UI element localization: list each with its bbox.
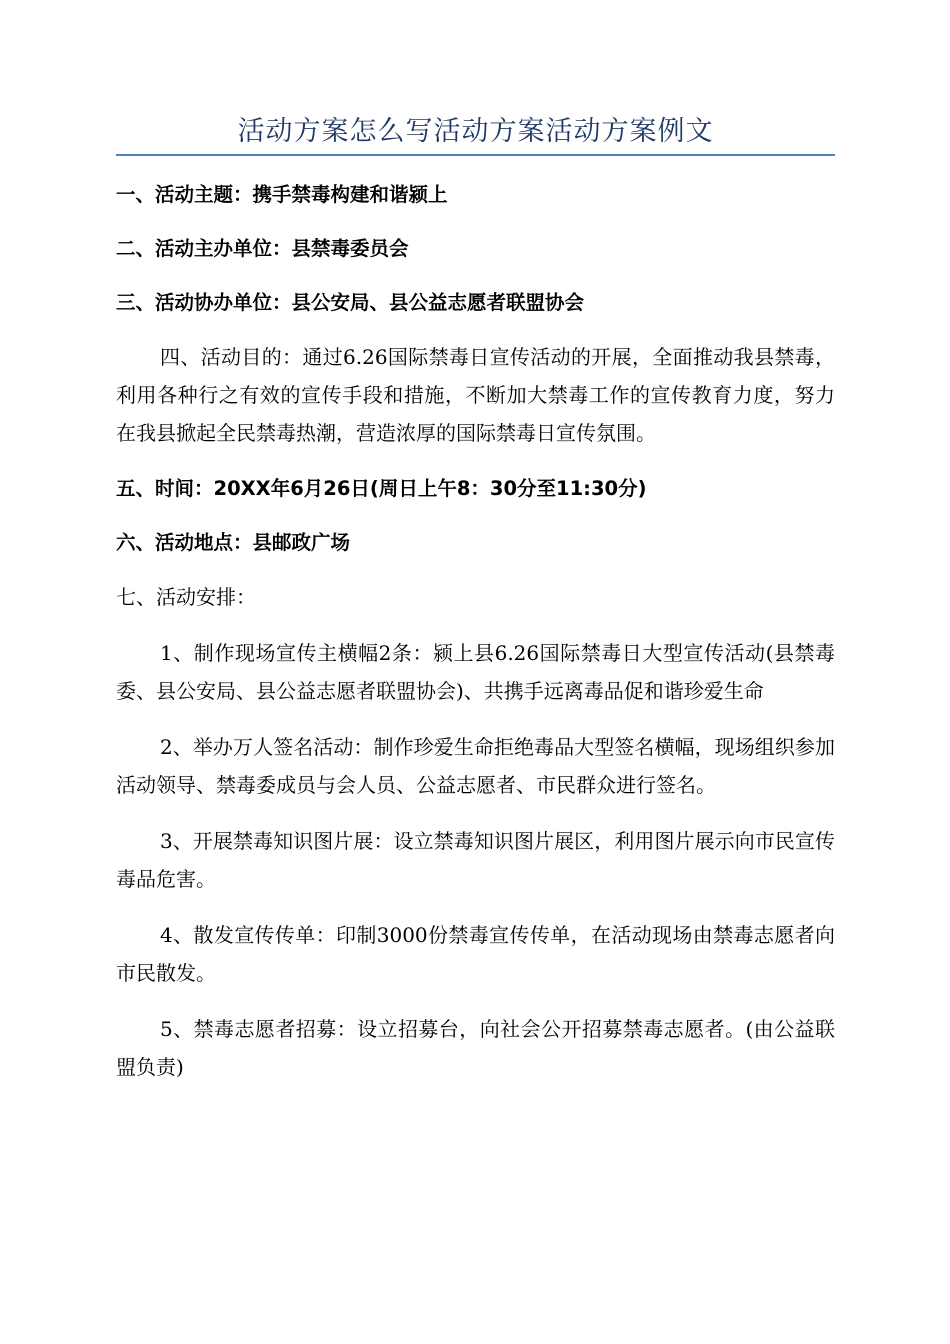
list-item-signature-campaign: 2、举办万人签名活动：制作珍爱生命拒绝毒品大型签名横幅，现场组织参加活动领导、禁毒委成员与会人员、公益志愿者、市民群众进行签名。 [116,735,835,797]
list-item-banners: 1、制作现场宣传主横幅2条：颍上县6.26国际禁毒日大型宣传活动(县禁毒委、县公安局、县公益志愿者联盟协会)、共携手远离毒品促和谐珍爱生命 [116,641,835,703]
list-item-photo-exhibition: 3、开展禁毒知识图片展：设立禁毒知识图片展区，利用图片展示向市民宣传毒品危害。 [116,829,835,891]
label-activity-arrangement: 七、活动安排： [116,585,256,609]
document-body [116,176,835,1104]
paragraph-activity-purpose: 四、活动目的：通过6.26国际禁毒日宣传活动的开展，全面推动我县禁毒，利用各种行之有效的宣传手段和措施，不断加大禁毒工作的宣传教育力度，努力在我县掀起全民禁毒热潮，营造浓厚的国际禁毒日宣传氛围。 [116,345,835,445]
document-title: 活动方案怎么写活动方案活动方案例文 [237,116,714,147]
heading-cohost-organizations: 三、活动协办单位：县公安局、县公益志愿者联盟协会 [116,291,585,314]
list-item-leaflets: 4、散发宣传传单：印制3000份禁毒宣传传单，在活动现场由禁毒志愿者向市民散发。 [116,923,835,985]
heading-activity-theme: 一、活动主题：携手禁毒构建和谐颍上 [116,183,448,206]
heading-activity-location: 六、活动地点：县邮政广场 [116,531,351,554]
title-underline [116,154,835,156]
list-item-volunteer-recruitment: 5、禁毒志愿者招募：设立招募台，向社会公开招募禁毒志愿者。(由公益联盟负责) [116,1017,835,1079]
heading-activity-time: 五、时间：20XX年6月26日(周日上午8：30分至11:30分) [116,477,647,500]
heading-host-organization: 二、活动主办单位：县禁毒委员会 [116,237,409,260]
